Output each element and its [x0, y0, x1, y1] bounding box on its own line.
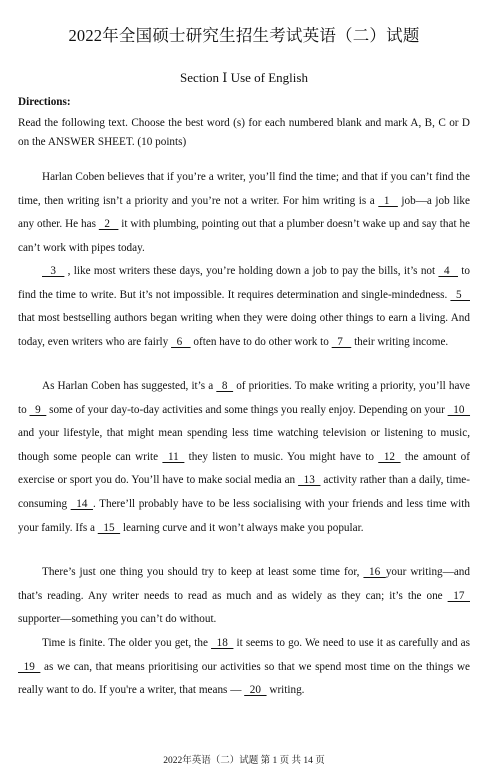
answer-blank: 5 [450, 288, 470, 301]
answer-blank: 10 [447, 403, 471, 416]
passage-text: . There’ll probably have to be less socialising with your friends and less time with your family. Ifs a [18, 497, 470, 534]
passage-text: activity rather than a daily, time-consuming [18, 474, 470, 510]
passage-text: their writing income. [351, 335, 449, 348]
answer-blank: 15 [97, 521, 121, 534]
passage-text: of priorities. To make writing a priority, you’ll have to [18, 380, 470, 416]
answer-blank: 16 [363, 566, 386, 578]
answer-blank: 2 [98, 218, 119, 231]
passage-text: Harlan Coben believes that if you’re a writer, you’ll find the time; and that if you can’t find the time, then writing isn’t a priority and you’re not a writer. For him writing is a [18, 171, 470, 207]
directions-heading: Directions: [18, 96, 71, 108]
passage-paragraph-1 [18, 166, 470, 260]
passage-paragraph-5 [18, 632, 470, 703]
passage-text: it seems to go. We need to use it as carefully and as [233, 637, 470, 649]
passage-text: job—a job like any other. He has [18, 194, 470, 231]
passage-text: they listen to music. You might have to [184, 450, 379, 463]
answer-blank: 12 [378, 450, 401, 463]
answer-blank: 20 [244, 684, 267, 697]
passage-text: often have to do other work to [190, 335, 332, 348]
answer-blank: 18 [211, 637, 234, 649]
passage-text: to find the time to write. But it’s not impossible. It requires determination and single-mindedness. [18, 265, 470, 301]
passage-text: There’s just one thing you should try to keep at least some time for, [42, 566, 364, 578]
answer-blank: 7 [331, 335, 352, 348]
passage-text: that most bestselling authors began writing when they were doing other things to earn a living. And today, even writers who are fairly [18, 312, 470, 348]
passage-text: some of your day-to-day activities and some things you really enjoy. Depending on your [46, 403, 448, 416]
passage-text: the amount of exercise or sport you do. You’ll have to make social media an [18, 450, 470, 487]
passage-text: writing. [266, 684, 305, 697]
passage-text: and your lifestyle, that might mean spending less time watching television or listening to music, though some people can write [18, 427, 470, 463]
passage-text: your writing—and that’s reading. Any writer needs to read as much and as widely as they can; it’s the one [18, 566, 470, 602]
passage-paragraph-2 [18, 260, 470, 354]
answer-blank: 8 [216, 380, 234, 392]
answer-blank: 4 [438, 265, 458, 277]
passage-text: it with plumbing, pointing out that a plumber doesn’t wake up and say that he can’t work with pipes today. [18, 218, 471, 254]
answer-blank: 6 [171, 335, 191, 348]
page-footer: 2022年英语（二）试题 第 1 页 共 14 页 [163, 756, 325, 766]
answer-blank: 13 [298, 474, 321, 487]
passage-text: Time is finite. The older you get, the [42, 637, 212, 649]
answer-blank: 3 [42, 265, 65, 277]
passage-text: supporter—something you can’t do without. [18, 613, 217, 626]
passage-text: as we can, that means prioritising our activities so that we spend most time on the things we really want to do. If you're a writer, that means — [18, 660, 470, 697]
directions-text: Read the following text. Choose the best word (s) for each numbered blank and mark A, B, C or D on the ANSWER SHEET. (10 points) [18, 117, 470, 148]
passage-paragraph-3 [18, 375, 470, 540]
answer-blank: 1 [378, 194, 398, 207]
answer-blank: 19 [18, 660, 41, 673]
answer-blank: 11 [162, 450, 185, 463]
passage-text: , like most writers these days, you’re holding down a job to pay the bills, it’s not [64, 265, 439, 277]
answer-blank: 9 [29, 403, 47, 416]
passage-text: learning curve and it won’t always make you popular. [120, 521, 364, 534]
passage-text: As Harlan Coben has suggested, it’s a [42, 380, 217, 392]
passage-paragraph-4 [18, 561, 470, 632]
page-title: 2022年全国硕士研究生招生考试英语（二）试题 [68, 26, 420, 45]
section-heading: Section Ⅰ Use of English [180, 70, 308, 85]
answer-blank: 17 [447, 589, 470, 602]
answer-blank: 14 [70, 497, 94, 510]
